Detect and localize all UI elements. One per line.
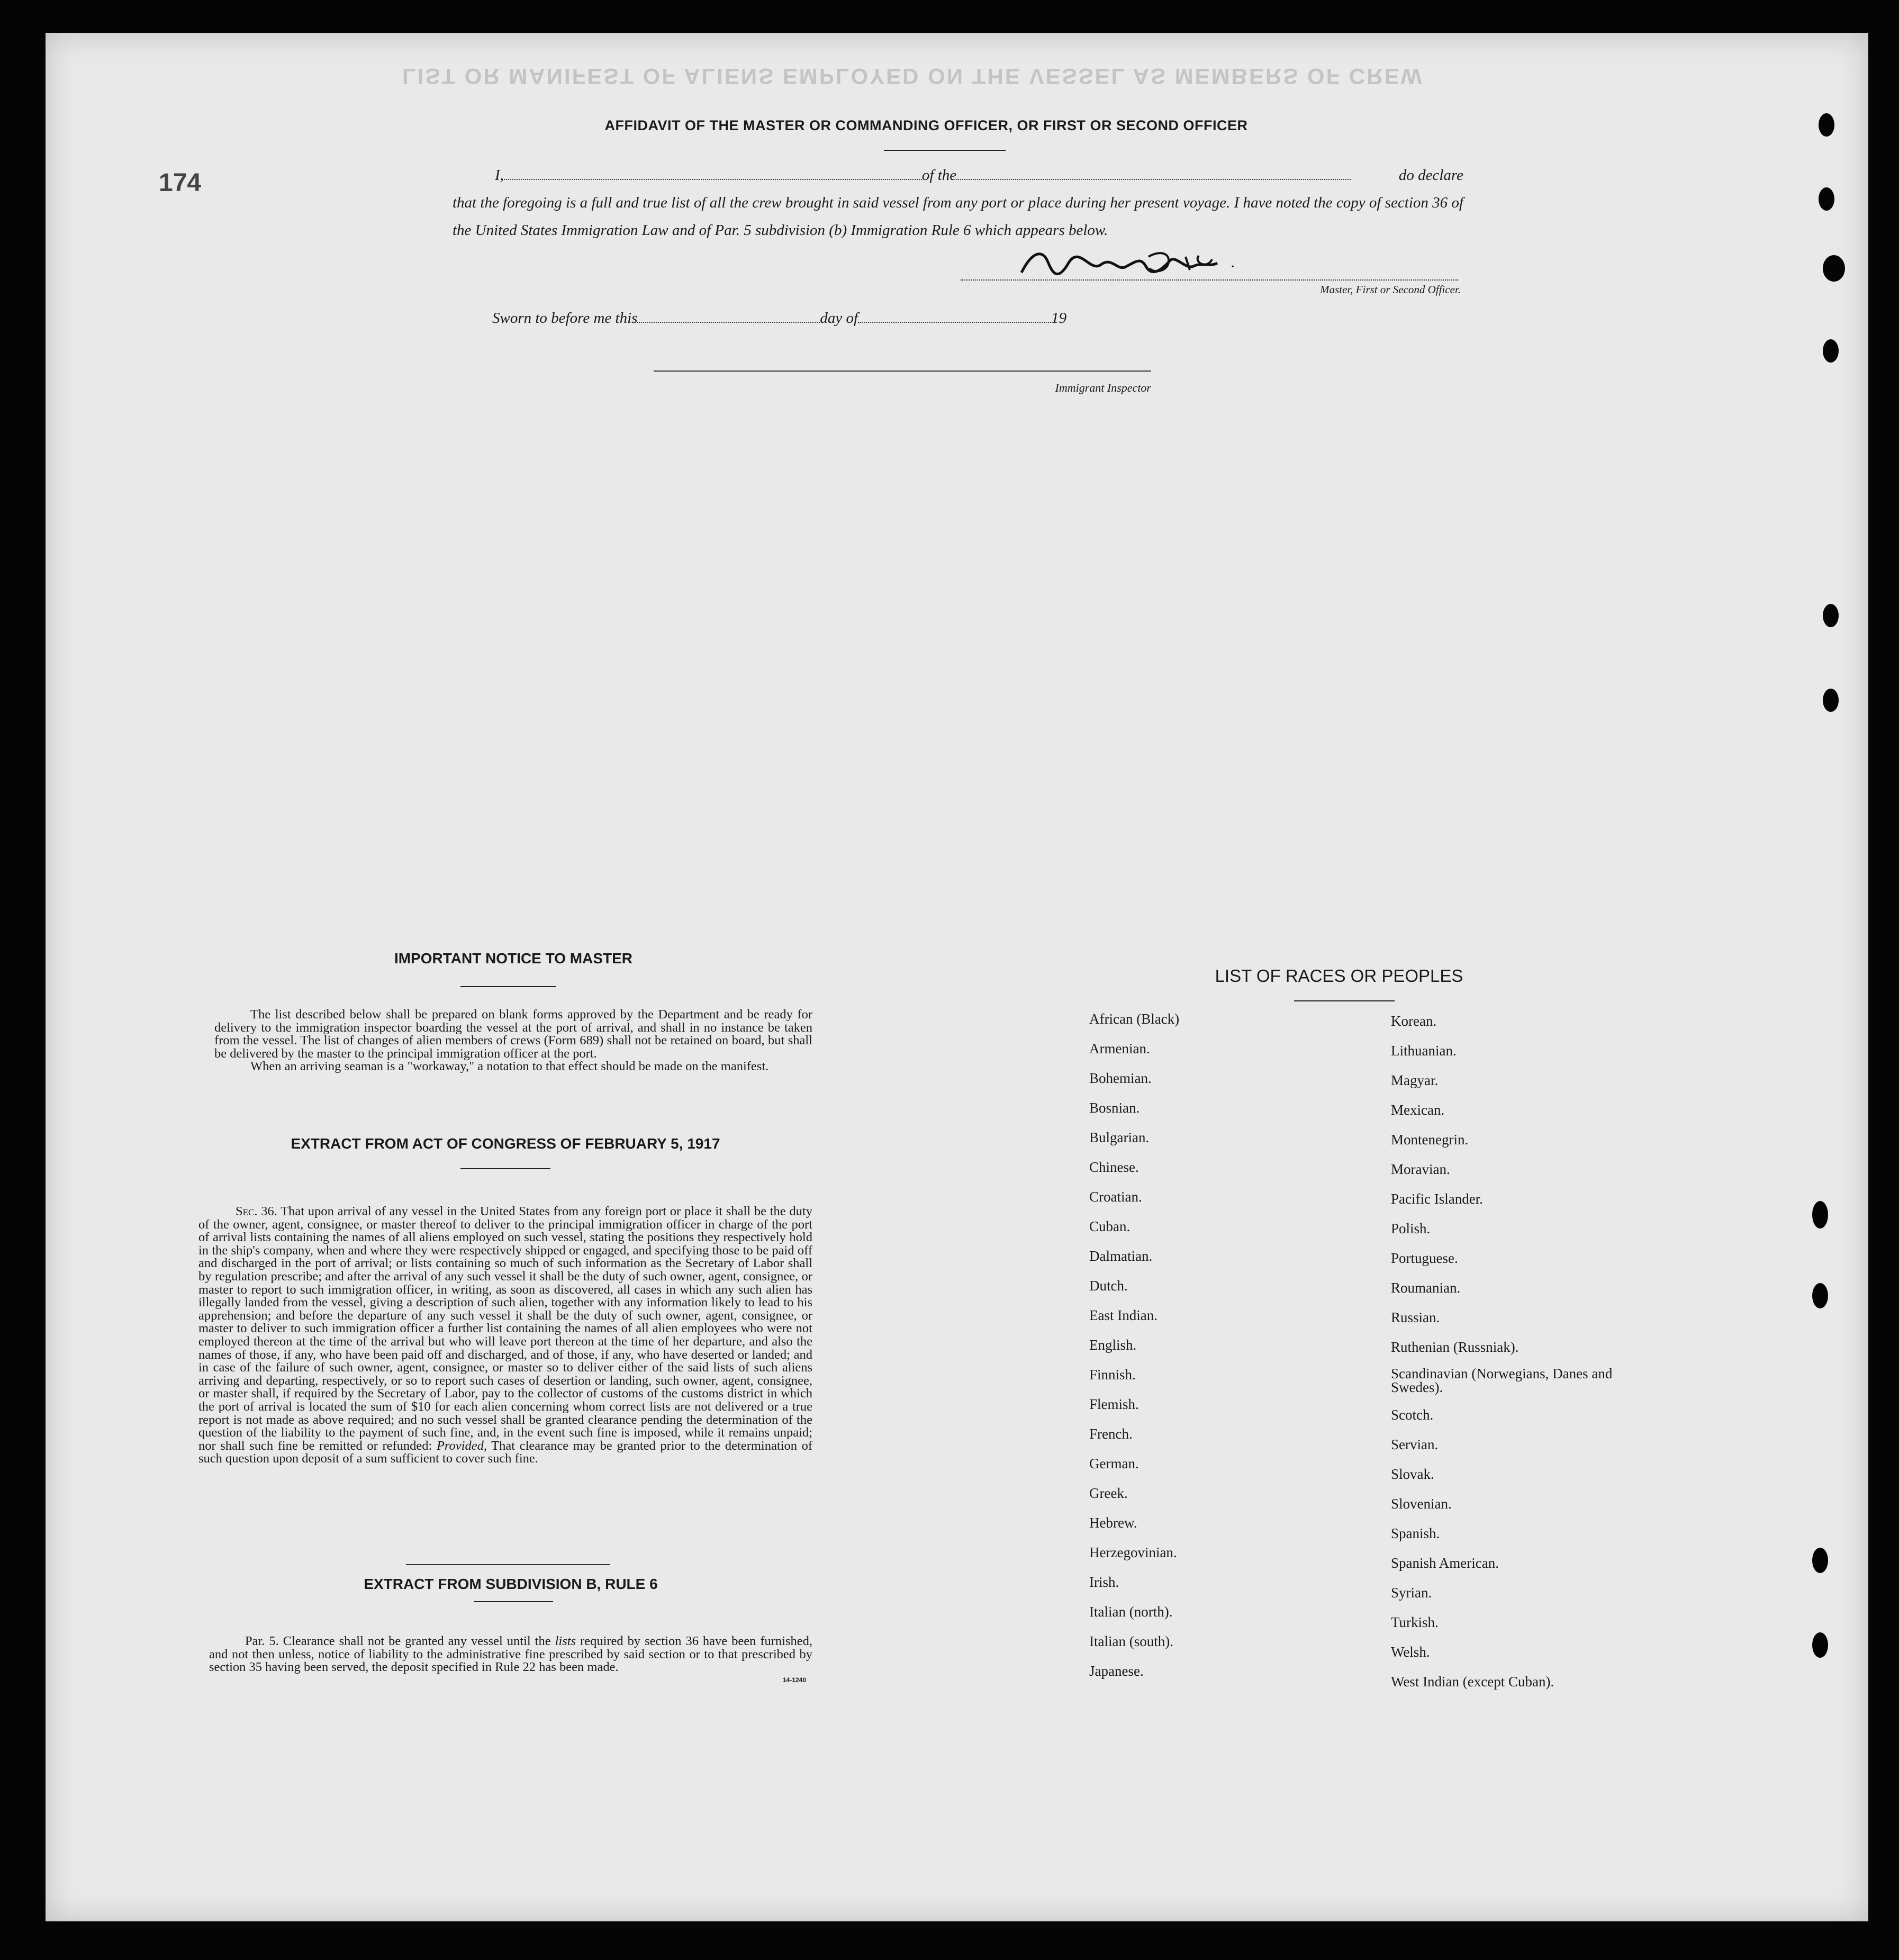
race-item: Moravian.	[1391, 1161, 1450, 1177]
race-item: Croatian.	[1089, 1189, 1142, 1205]
notice-section	[214, 950, 812, 1073]
provided-label: Provided,	[436, 1438, 487, 1453]
punch-hole	[1821, 687, 1841, 714]
lists-word: lists	[555, 1634, 576, 1648]
race-item: Welsh.	[1391, 1644, 1430, 1660]
race-item: Bohemian.	[1089, 1070, 1152, 1086]
race-item: Mexican.	[1391, 1102, 1445, 1118]
race-item: Finnish.	[1089, 1367, 1136, 1383]
race-item: Greek.	[1089, 1485, 1128, 1501]
extract-act-title: EXTRACT FROM ACT OF CONGRESS OF FEBRUARY 5, 1917	[291, 1135, 720, 1152]
signature-caption: Master, First or Second Officer.	[1320, 283, 1461, 296]
sworn-prefix: Sworn to before me this	[492, 310, 638, 327]
sworn-year-label: 19	[1051, 310, 1067, 327]
extract-rule-title: EXTRACT FROM SUBDIVISION B, RULE 6	[364, 1576, 658, 1592]
notice-rule	[460, 986, 556, 987]
margin-page-number: 174	[159, 169, 202, 197]
rule-text-start: Par. 5. Clearance shall not be granted any vessel until the	[245, 1634, 551, 1648]
race-item: Slovak.	[1391, 1466, 1434, 1482]
extract-act-text	[198, 1205, 812, 1466]
sworn-date-blank	[637, 322, 820, 323]
extract-act-rule	[460, 1168, 550, 1169]
notice-title: IMPORTANT NOTICE TO MASTER	[394, 950, 633, 967]
extract-act-section	[198, 1135, 812, 1466]
race-item: Flemish.	[1089, 1396, 1139, 1412]
race-item: Dalmatian.	[1089, 1248, 1153, 1264]
race-item: Roumanian.	[1391, 1280, 1461, 1296]
punch-hole	[1810, 1546, 1830, 1575]
notice-paragraph-2: When an arriving seaman is a "workaway," a notation to that effect should be made on the manifest.	[250, 1059, 769, 1073]
extract-rule-text	[209, 1635, 812, 1674]
affidavit-declaration: that the foregoing is a full and true list of all the crew brought in said vessel from any port or place during her present voyage. I have noted the copy of section 36 of the United States Immigration Law and of Par. 5 subdivision (b) Immigration Rule 6 which appears below.	[453, 194, 1463, 239]
races-column-2	[1391, 1007, 1634, 1697]
punch-hole	[1821, 602, 1841, 629]
race-item: Bosnian.	[1089, 1100, 1140, 1116]
extract-rule-rule	[474, 1601, 553, 1602]
punch-hole	[1810, 1281, 1830, 1311]
races-column-1	[1089, 1005, 1343, 1686]
race-item: Italian (south).	[1089, 1633, 1173, 1649]
race-item: Scotch.	[1391, 1407, 1434, 1423]
race-item: Bulgarian.	[1089, 1130, 1150, 1145]
race-item: Herzegovinian.	[1089, 1544, 1177, 1560]
sworn-day-label: day of	[820, 310, 858, 327]
race-item: Korean.	[1391, 1013, 1437, 1029]
race-item: English.	[1089, 1337, 1137, 1353]
punch-hole	[1810, 1630, 1830, 1660]
bleed-through-title: LIST OR MANIFEST OF ALIENS EMPLOYED ON THE VESSEL AS MEMBERS OF CREW	[402, 64, 1424, 89]
race-item: Armenian.	[1089, 1041, 1150, 1056]
section-36-end: That clearance may be granted prior to the determination of such question upon deposit of a sum sufficient to cover such fine.	[198, 1438, 812, 1466]
race-item: Japanese.	[1089, 1663, 1144, 1679]
affidavit-title: AFFIDAVIT OF THE MASTER OR COMMANDING OFFICER, OR FIRST OR SECOND OFFICER	[604, 118, 1248, 133]
punch-hole	[1816, 111, 1837, 139]
punch-hole	[1821, 337, 1841, 365]
race-item: Montenegrin.	[1391, 1132, 1469, 1148]
vessel-blank	[956, 179, 1351, 180]
signature-line	[961, 279, 1458, 281]
name-blank	[504, 179, 922, 180]
race-item: Magyar.	[1391, 1072, 1439, 1088]
punch-hole	[1816, 185, 1837, 213]
race-item: Portuguese.	[1391, 1250, 1458, 1266]
race-item: Turkish.	[1391, 1614, 1439, 1630]
races-rule	[1294, 1000, 1395, 1001]
race-item: Irish.	[1089, 1574, 1119, 1590]
race-item: Slovenian.	[1391, 1496, 1452, 1512]
race-item: African (Black)	[1089, 1011, 1180, 1027]
section-label: Sec. 36.	[236, 1204, 277, 1218]
race-item: Lithuanian.	[1391, 1043, 1457, 1059]
section-36-body: That upon arrival of any vessel in the United States from any foreign port or place it shall be the duty of the owner, agent, consignee, or master thereof to deliver to the principal immigration officer in charge of the port of arrival lists containing the names of all aliens employed on such vessel, stating the positions they respectively hold in the ship's company, when and where they were respectively shipped or engaged, and specifying those to be paid off and discharged in the port of arrival; or lists containing so much of such information as the Secretary of Labor shall by regulation prescribe; and after the arrival of any such vessel it shall be the duty of such owner, agent, consignee, or master to report to such immigration officer, in writing, as soon as discovered, all cases in which any such alien has illegally landed from the vessel, giving a description of such alien, together with any information likely to lead to his apprehension; and before the departure of any such vessel it shall be the duty of such owner, agent, consignee, or master to deliver to such immigration officer a further list containing the names of all alien employees who were not employed thereon at the time of the arrival but who will leave port thereon at the time of her departure, and also the names of those, if any, who have been paid off and discharged, and of those, if any, who have deserted or landed; and in case of the failure of such owner, agent, consignee, or master so to deliver either of the said lists of such aliens arriving and departing, respectively, or so to report such cases of desertion or landing, such owner, agent, consignee, or master shall, if required by the Secretary of Labor, pay to the collector of customs of the customs district in which the port of arrival is located the sum of $10 for each alien concerning whom correct lists are not delivered or a true report is not made as above required; and no such vessel shall be granted clearance pending the determination of the question of the liability to the payment of such fine, and, in the event such fine is imposed, while it remains unpaid; nor shall such fine be remitted or refunded:	[198, 1204, 812, 1453]
affidavit-line-1	[495, 161, 1463, 189]
race-item: Chinese.	[1089, 1159, 1139, 1175]
race-item: French.	[1089, 1426, 1133, 1442]
master-signature	[1011, 241, 1286, 288]
punch-hole	[1821, 253, 1847, 284]
race-item: Hebrew.	[1089, 1515, 1137, 1531]
race-item: Italian (north).	[1089, 1604, 1173, 1620]
race-item: Polish.	[1391, 1221, 1431, 1236]
race-item: Ruthenian (Russniak).	[1391, 1339, 1519, 1355]
extract-rule-section	[209, 1564, 812, 1684]
race-item: West Indian (except Cuban).	[1391, 1674, 1554, 1690]
race-item: Spanish American.	[1391, 1555, 1499, 1571]
affidavit-i-label: I,	[495, 167, 504, 184]
rule-text-end: required by section 36 have been furnished, and not then unless, notice of liability to the administrative fine prescribed by said section or to that prescribed by section 35 having been served, the deposit specified in Rule 22 has been made.	[209, 1634, 813, 1674]
races-title: LIST OF RACES OR PEOPLES	[1215, 966, 1463, 986]
race-item: Dutch.	[1089, 1278, 1128, 1294]
race-item: German.	[1089, 1456, 1139, 1471]
race-item: Scandinavian (Norwegians, Danes and Swedes).	[1391, 1366, 1613, 1395]
title-rule	[884, 150, 1006, 151]
svg-text:·: ·	[1231, 258, 1235, 275]
race-item: East Indian.	[1089, 1307, 1158, 1323]
race-item: Russian.	[1391, 1309, 1440, 1325]
race-item: Syrian.	[1391, 1585, 1432, 1601]
notice-paragraph-1: The list described below shall be prepared on blank forms approved by the Department and be ready for delivery to the immigration inspector boarding the vessel at the port of arrival, and shall in no instance be taken from the vessel. The list of changes of alien members of crews (Form 689) shall not be retained on board, but shall be delivered by the master to the principal immigration officer at the port.	[214, 1007, 812, 1061]
sworn-month-blank	[858, 322, 1051, 323]
race-item: Spanish.	[1391, 1525, 1440, 1541]
extract-rule-top-rule	[406, 1564, 610, 1565]
form-number: 14-1240	[782, 1676, 806, 1684]
race-item: Cuban.	[1089, 1218, 1131, 1234]
inspector-line	[654, 371, 1151, 372]
race-item: Pacific Islander.	[1391, 1191, 1483, 1207]
punch-hole	[1810, 1199, 1830, 1231]
inspector-caption: Immigrant Inspector	[1055, 381, 1151, 394]
race-item: Servian.	[1391, 1437, 1439, 1452]
affidavit-declare-label: do declare	[1398, 167, 1463, 184]
sworn-line	[492, 304, 1127, 332]
affidavit-of-the-label: of the	[921, 167, 957, 184]
